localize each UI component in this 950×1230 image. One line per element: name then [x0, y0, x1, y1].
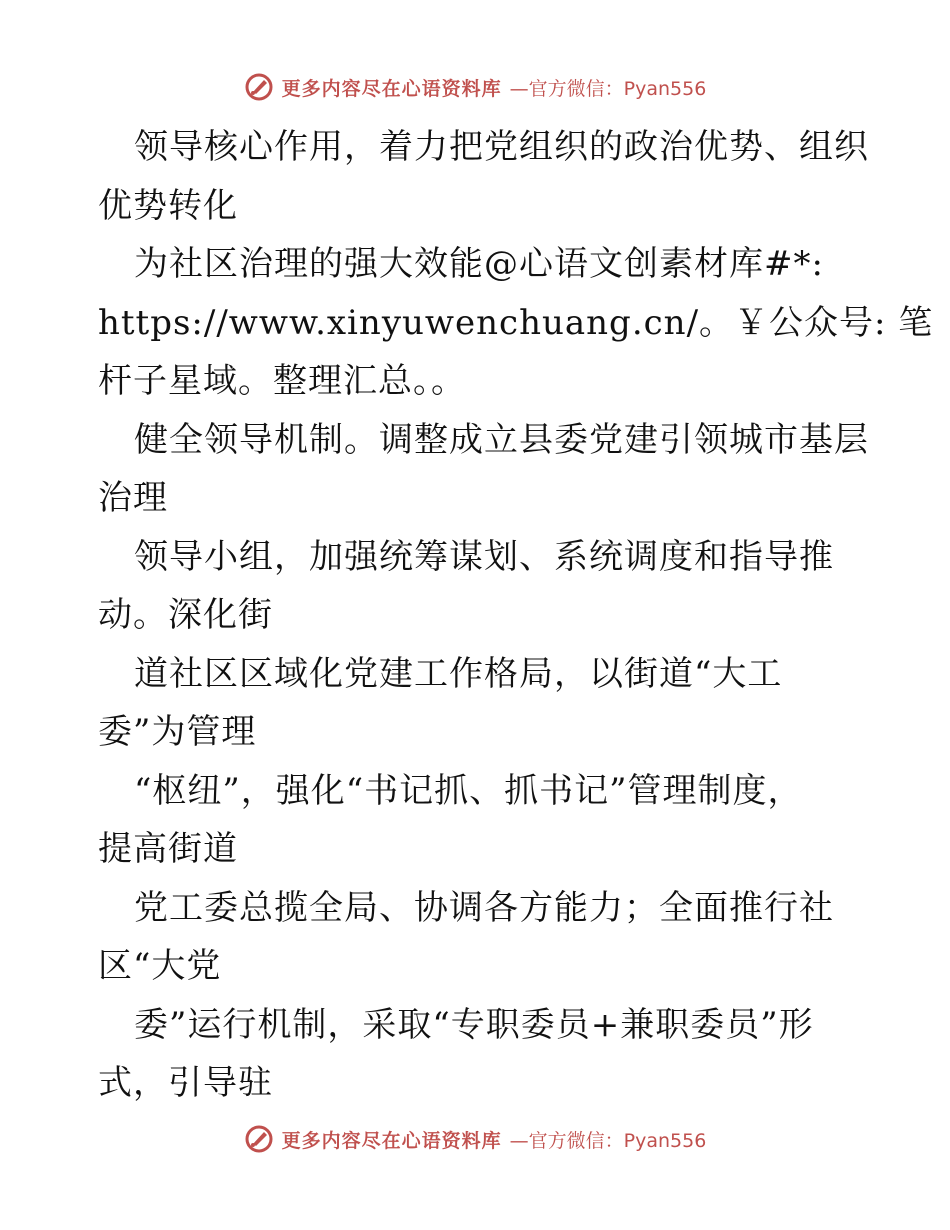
text-line: 为社区治理的强大效能@心语文创素材库#*: [134, 244, 824, 284]
footer-banner-main: 更多内容尽在心语资料库 [281, 1129, 502, 1152]
header-watermark [0, 72, 950, 102]
text-line: 动。深化街 [98, 595, 273, 635]
text-line: 道社区区域化党建工作格局，以街道“大工 [134, 653, 783, 694]
text-line: 领导小组，加强统筹谋划、系统调度和指导推 [134, 536, 834, 577]
text-line: 委”运行机制，采取“专职委员+兼职委员”形 [134, 1004, 814, 1045]
brand-logo-icon [244, 1124, 274, 1154]
text-line: 区“大党 [98, 946, 222, 986]
text-line: 健全领导机制。调整成立县委党建引领城市基层 [134, 419, 869, 460]
text-line: 式，引导驻 [98, 1063, 273, 1103]
text-line: 治理 [98, 478, 168, 518]
header-banner-main: 更多内容尽在心语资料库 [281, 77, 502, 100]
text-line: “枢纽”，强化“书记抓、抓书记”管理制度， [134, 770, 803, 811]
footer-watermark [0, 1124, 950, 1154]
footer-banner-sub: —官方微信：Pyan556 [509, 1129, 707, 1152]
text-line: https://www.xinyuwenchuang.cn/。￥公众号: 笔 [98, 302, 934, 343]
text-line: 委”为管理 [98, 712, 257, 752]
text-line: 杆子星域。整理汇总。。 [98, 361, 466, 401]
text-line: 党工委总揽全局、协调各方能力；全面推行社 [134, 887, 834, 928]
text-line: 优势转化 [98, 185, 238, 226]
document-body [98, 118, 934, 1113]
text-line: 提高街道 [98, 829, 238, 869]
brand-logo-icon [244, 72, 274, 102]
header-banner-sub: —官方微信：Pyan556 [509, 77, 707, 100]
text-line: 领导核心作用，着力把党组织的政治优势、组织 [134, 127, 869, 167]
